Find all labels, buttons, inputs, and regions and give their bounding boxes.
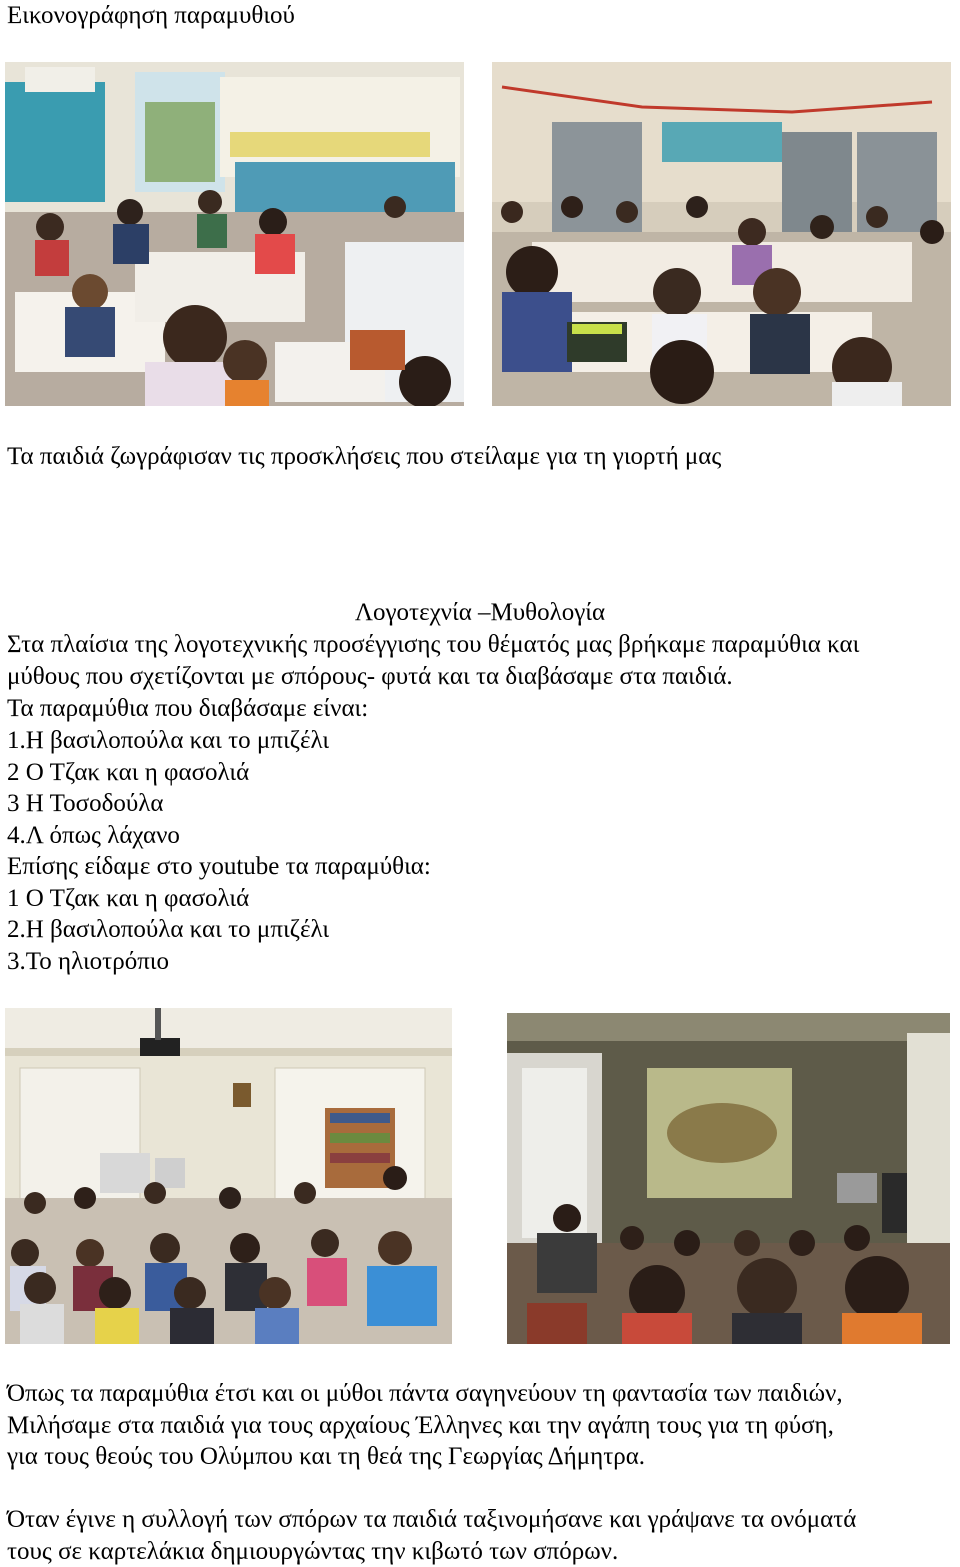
youtube-list-heading: Επίσης είδαμε στο youtube τα παραμύθια: [7,853,431,880]
projection-screen-photo-2 [507,1013,950,1344]
section-intro-line-1: Στα πλαίσια της λογοτεχνικής προσέγγισης του θέματός μας βρήκαμε παραμύθια και [7,631,860,658]
seeds-paragraph-line: Όταν έγινε η συλλογή των σπόρων τα παιδιά ταξινομήσανε και γράψανε τα ονόματά [7,1506,857,1533]
classroom-drawing-photo-2 [492,62,951,406]
read-list-item: 1.Η βασιλοπούλα και το μπιζέλι [7,727,330,754]
section-heading: Λογοτεχνία –Μυθολογία [354,599,606,626]
myths-paragraph-line: για τους θεούς του Ολύμπου και τη θεά της Γεωργίας Δήμητρα. [7,1443,646,1470]
read-list-item: 3 Η Τοσοδούλα [7,790,164,817]
youtube-list-item: 1 Ο Τζακ και η φασολιά [7,885,250,912]
read-list-item: 4.Λ όπως λάχανο [7,822,180,849]
myths-paragraph-line: Μιλήσαμε στα παιδιά για τους αρχαίους Έλληνες και την αγάπη τους για τη φύση, [7,1412,834,1439]
read-list-heading: Τα παραμύθια που διαβάσαμε είναι: [7,695,369,722]
page-title: Εικονογράφηση παραμυθιού [7,2,295,29]
youtube-list-item: 3.Το ηλιοτρόπιο [7,948,170,975]
myths-paragraph-line: Όπως τα παραμύθια έτσι και οι μύθοι πάντα σαγηνεύουν τη φαντασία των παιδιών, [7,1380,843,1407]
classroom-drawing-photo-1 [5,62,464,406]
seeds-paragraph-line: τους σε καρτελάκια δημιουργώντας την κιβωτό των σπόρων. [7,1538,619,1565]
invitations-caption: Τα παιδιά ζωγράφισαν τις προσκλήσεις που στείλαμε για τη γιορτή μας [7,443,722,470]
youtube-list-item: 2.Η βασιλοπούλα και το μπιζέλι [7,916,330,943]
projection-audience-photo-1 [5,1008,452,1344]
section-intro-line-2: μύθους που σχετίζονται με σπόρους- φυτά και τα διαβάσαμε στα παιδιά. [7,663,733,690]
read-list-item: 2 Ο Τζακ και η φασολιά [7,759,250,786]
